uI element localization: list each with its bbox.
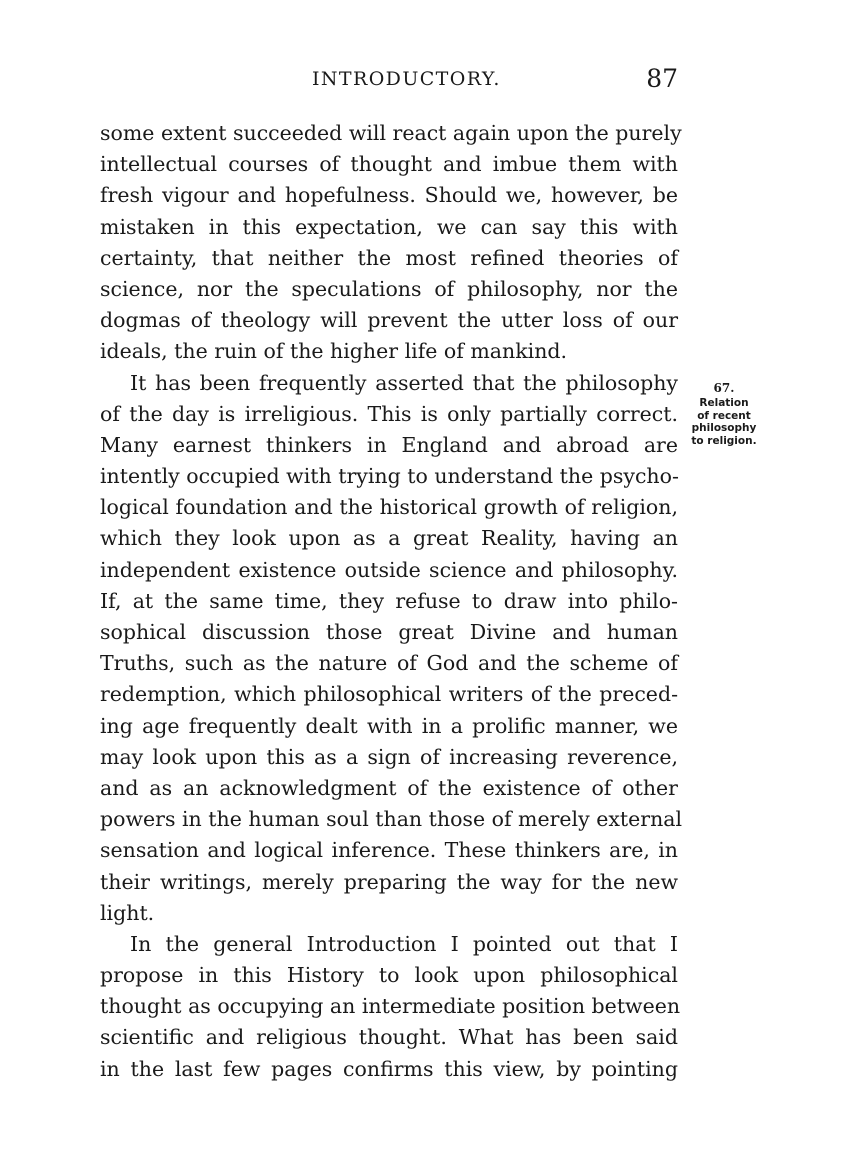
text-line: powers in the human soul than those of merely external [100, 807, 683, 832]
text-line: science, nor the speculations of philosophy, nor the [100, 276, 678, 301]
paragraph [100, 118, 682, 368]
text-line: propose in this History to look upon philosophical [100, 963, 678, 988]
text-line: logical foundation and the historical growth of religion, [100, 495, 678, 520]
paragraph [100, 368, 683, 929]
text-line: light. [100, 900, 155, 925]
text-line: thought as occupying an intermediate position between [100, 994, 681, 1019]
text-line: which they look upon as a great Reality, having an [100, 526, 678, 551]
marginal-note-line: of recent [697, 409, 751, 422]
section-number: 67. [713, 381, 735, 395]
text-line: scientific and religious thought. What has been said [100, 1025, 678, 1050]
text-line: intellectual courses of thought and imbue them with [100, 152, 678, 177]
marginal-note-line: Relation [699, 397, 749, 410]
paragraph [100, 929, 681, 1085]
text-line: It has been frequently asserted that the philosophy [130, 370, 678, 395]
marginal-note-line: philosophy [691, 422, 757, 435]
text-line: In the general Introduction I pointed out that I [130, 931, 678, 956]
text-line: dogmas of theology will prevent the utter loss of our [100, 308, 678, 333]
text-line: Truths, such as the nature of God and the scheme of [100, 651, 678, 676]
running-head-title: INTRODUCTORY. [312, 68, 501, 90]
text-line: ing age frequently dealt with in a prolific manner, we [100, 713, 678, 738]
text-line: some extent succeeded will react again upon the purely [100, 121, 682, 145]
text-line: sensation and logical inference. These thinkers are, in [100, 838, 678, 863]
body-text [100, 118, 683, 1085]
text-line: may look upon this as a sign of increasing reverence, [100, 744, 678, 769]
marginal-note-line: to religion. [691, 434, 757, 447]
text-line: in the last few pages confirms this view, by pointing [100, 1056, 678, 1081]
text-line: their writings, merely preparing the way for the new [100, 869, 678, 894]
text-line: redemption, which philosophical writers of the preced- [100, 682, 678, 707]
text-line: fresh vigour and hopefulness. Should we, however, be [100, 183, 678, 208]
text-line: sophical discussion those great Divine and human [100, 620, 678, 644]
page-number: 87 [646, 64, 678, 93]
text-line: and as an acknowledgment of the existence of other [100, 775, 678, 800]
text-line: of the day is irreligious. This is only partially correct. [100, 401, 678, 426]
running-header [100, 64, 678, 98]
text-line: If, at the same time, they refuse to draw into philo- [100, 588, 678, 613]
text-line: certainty, that neither the most refined theories of [100, 245, 678, 270]
text-line: independent existence outside science and philosophy. [100, 557, 678, 582]
text-line: intently occupied with trying to understand the psycho- [100, 464, 679, 489]
marginal-note [683, 382, 765, 447]
text-line: ideals, the ruin of the higher life of mankind. [100, 339, 568, 364]
text-line: mistaken in this expectation, we can say this with [100, 214, 678, 239]
text-line: Many earnest thinkers in England and abroad are [100, 432, 678, 457]
